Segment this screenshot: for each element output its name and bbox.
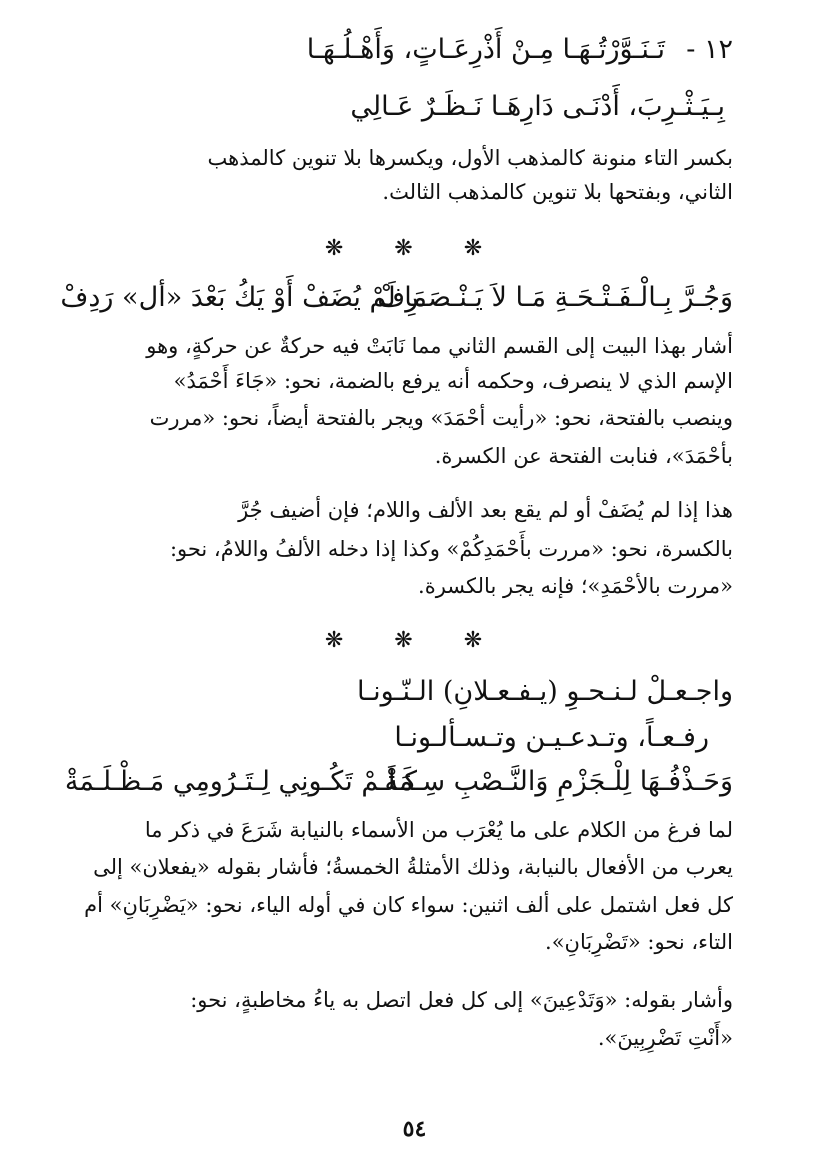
verse-12-hemistich-1: تَـنَـوَّرْتُـهَـا مِـنْ أَذْرِعَـاتٍ، وَأَهْـلُـهَـا: [306, 34, 665, 65]
verse-jarr-hemistich-2: مَا لَمْ يُضَفْ أَوْ يَكُ بَعْدَ «أل» رَدِفْ: [60, 282, 427, 313]
paragraph-1-line-1: بكسر التاء منونة كالمذهب الأول، ويكسرها بلا تنوين كالمذهب: [207, 146, 733, 170]
paragraph-5-line-1: وأشار بقوله: «وَتَدْعِينَ» إلى كل فعل اتصل به ياءُ مخاطبةٍ، نحو:: [190, 988, 733, 1012]
paragraph-2-line-2: الإسم الذي لا ينصرف، وحكمه أنه يرفع بالضمة، نحو: «جَاءَ أَحْمَدُ»: [173, 369, 733, 393]
paragraph-2-line-1: أشار بهذا البيت إلى القسم الثاني مما نَابَتْ فيه حركةٌ عن حركةٍ، وهو: [146, 334, 733, 358]
section-separator: ❋ ❋ ❋: [324, 628, 505, 653]
verse-hadhf-hemistich-1: وَحَـذْفُـهَا لِلْـجَزْمِ وَالنَّـصْبِ سِـمَةْ: [384, 766, 733, 797]
paragraph-2-line-4: بأحْمَدَ»، فنابت الفتحة عن الكسرة.: [434, 444, 733, 468]
paragraph-4-line-2: يعرب من الأفعال بالنيابة، وذلك الأمثلةُ الخمسةُ؛ فأشار بقوله «يفعلان» إلى: [93, 855, 733, 879]
paragraph-4-line-4: التاء، نحو: «تَضْرِبَانِ».: [545, 930, 733, 954]
paragraph-5-line-2: «أَنْتِ تَضْرِبِينَ».: [597, 1026, 733, 1050]
paragraph-1-line-2: الثاني، وبفتحها بلا تنوين كالمذهب الثالث.: [382, 180, 733, 204]
verse-ijal-line-1: واجـعـلْ لـنـحـوِ (يـفـعـلانِ) الـنّـونـا: [357, 676, 733, 707]
verse-number: ١٢ -: [686, 34, 733, 65]
verse-ijal-line-2: رفـعـاً، وتـدعـيـن وتـسـألـونـا: [394, 722, 709, 753]
paragraph-4-line-3: كل فعل اشتمل على ألف اثنين: سواء كان في أوله الياء، نحو: «يَضْرِبَانِ» أم: [84, 893, 733, 917]
verse-12-hemistich-2: بِـيَـثْـرِبَ، أَدْنَـى دَارِهَـا نَـظَـرٌ عَـالِي: [350, 91, 725, 122]
paragraph-3-line-1: هذا إذا لم يُضَفْ أو لم يقع بعد الألف واللام؛ فإن أضيف جُرَّ: [238, 498, 733, 522]
paragraph-4-line-1: لما فرغ من الكلام على ما يُعْرَب من الأسماء بالنيابة شَرَعَ في ذكر ما: [144, 818, 733, 842]
paragraph-3-line-2: بالكسرة، نحو: «مررت بأَحْمَدِكُمْ» وكذا إذا دخله الألفُ واللامُ، نحو:: [169, 537, 733, 561]
verse-jarr-hemistich-1: وَجُـرَّ بِـالْـفَـتْـحَـةِ مَـا لاَ يَـنْـصَـرِفْ: [377, 282, 733, 313]
paragraph-3-line-3: «مررت بالأحْمَدِ»؛ فإنه يجر بالكسرة.: [418, 574, 733, 598]
section-separator: ❋ ❋ ❋: [324, 236, 505, 261]
page-number: ٥٤: [402, 1116, 427, 1142]
verse-hadhf-hemistich-2: كَـلَـمْ تَكُـونِي لِـتَـرُومِي مَـظْـلَـمَةْ: [64, 766, 417, 797]
paragraph-2-line-3: وينصب بالفتحة، نحو: «رأيت أحْمَدَ» ويجر بالفتحة أيضاً، نحو: «مررت: [149, 406, 733, 430]
